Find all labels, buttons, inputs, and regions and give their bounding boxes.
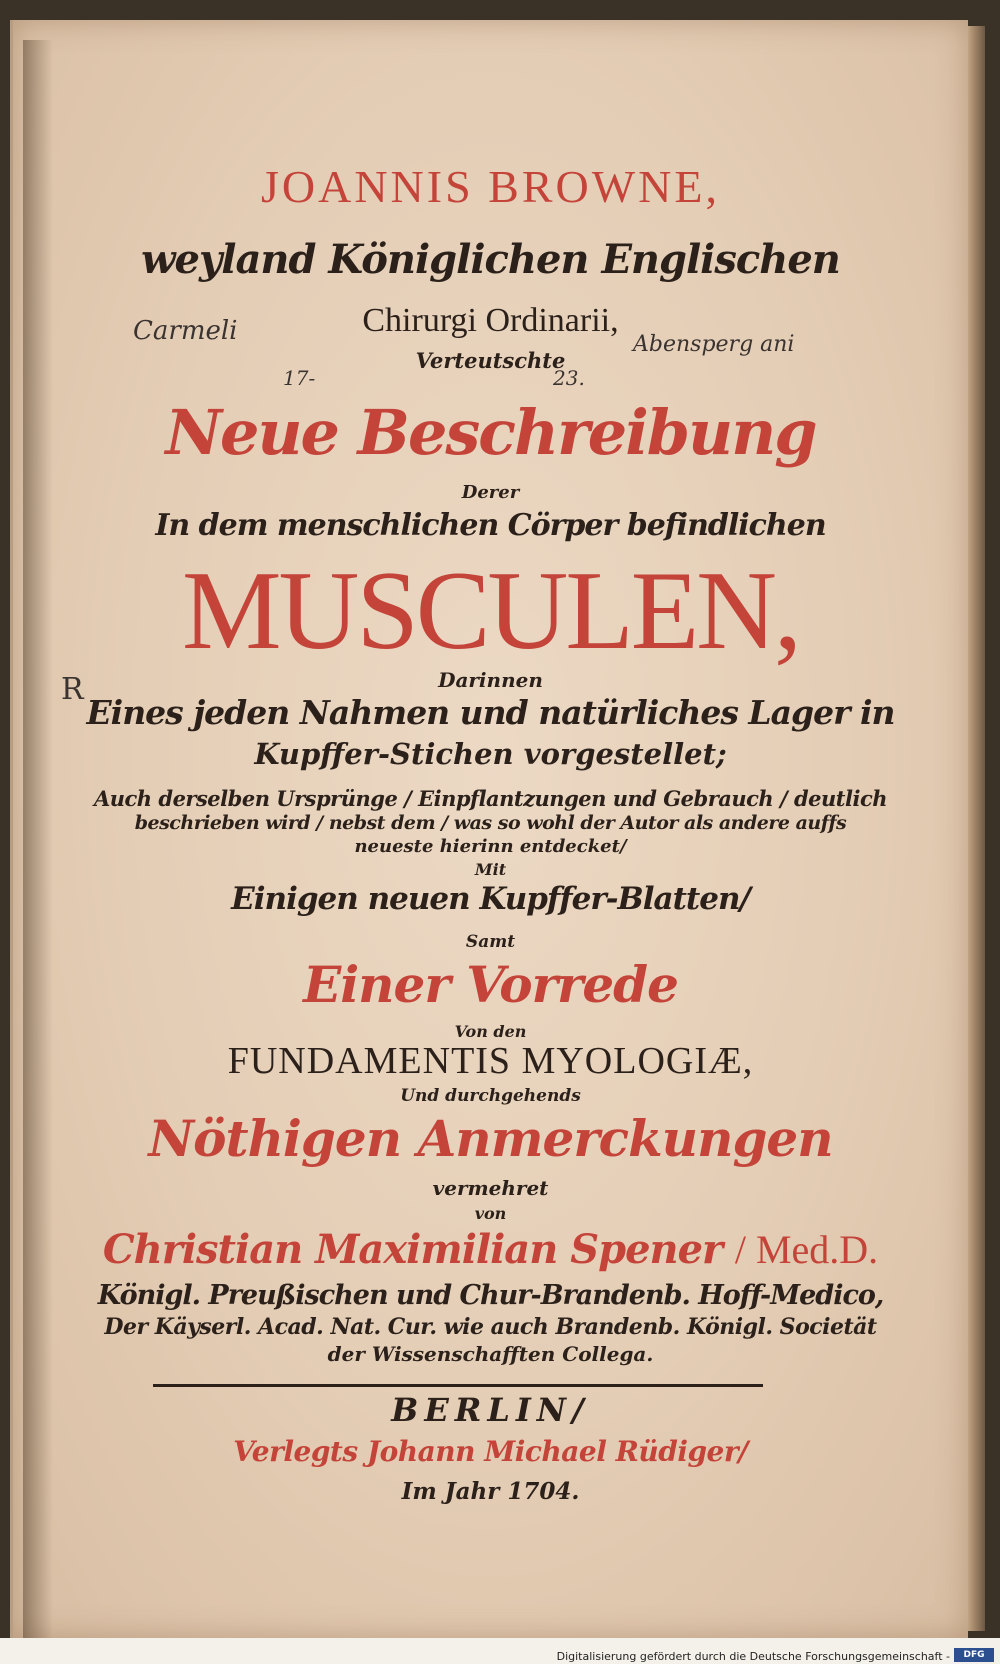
von-label: von bbox=[474, 1204, 507, 1223]
editor-line bbox=[13, 1226, 968, 1273]
derer-label: Derer bbox=[461, 482, 520, 503]
editor-degree: / Med.D. bbox=[734, 1227, 879, 1272]
body-line: In dem menschlichen Cörper befindlichen bbox=[155, 508, 826, 543]
handwritten-note-left: Carmeli bbox=[133, 316, 238, 346]
vorrede-title: Einer Vorrede bbox=[303, 955, 678, 1014]
main-title: Neue Beschreibung bbox=[165, 396, 816, 469]
handwritten-note-right: Abensperg ani bbox=[633, 332, 795, 357]
samt-label: Samt bbox=[465, 932, 516, 952]
anmerckungen-title: Nöthigen Anmerckungen bbox=[148, 1109, 833, 1168]
handwritten-date-left: 17- bbox=[283, 366, 316, 390]
dfg-logo-icon: DFG bbox=[954, 1648, 994, 1662]
author-office: Chirurgi Ordinarii, bbox=[362, 302, 619, 339]
translated-label: Verteutschte bbox=[415, 348, 566, 373]
editor-name: Christian Maximilian Spener bbox=[102, 1226, 723, 1273]
text-line-d: beschrieben wird / nebst dem / was so wohl der Autor als andere auffs bbox=[134, 812, 847, 834]
text-line-a: Eines jeden Nahmen und natürliches Lager in bbox=[86, 693, 895, 732]
mit-label: Mit bbox=[474, 860, 507, 879]
text-line-b: Kupffer-Stichen vorgestellet; bbox=[254, 737, 727, 771]
text-line-g: Königl. Preußischen und Chur-Brandenb. Hoff-Medico, bbox=[97, 1280, 884, 1311]
handwritten-date-right: 23. bbox=[553, 366, 585, 390]
darinnen-label: Darinnen bbox=[438, 668, 543, 692]
fundamentis-title: FUNDAMENTIS MYOLOGIÆ, bbox=[227, 1040, 754, 1082]
title-page bbox=[10, 20, 968, 1638]
publisher-line: Verlegts Johann Michael Rüdiger/ bbox=[233, 1435, 748, 1468]
text-line-f: Einigen neuen Kupffer-Blatten/ bbox=[231, 881, 750, 917]
vermehret-label: vermehret bbox=[432, 1176, 549, 1200]
page-edge bbox=[965, 26, 985, 1631]
year-line: Im Jahr 1704. bbox=[401, 1478, 580, 1505]
text-line-i: der Wissenschafften Collega. bbox=[327, 1342, 654, 1366]
horizontal-rule bbox=[153, 1384, 763, 1387]
handwritten-margin-mark: R bbox=[61, 672, 84, 707]
von-den-label: Von den bbox=[454, 1022, 527, 1041]
text-line-c: Auch derselben Ursprünge / Einpflantzungen und Gebrauch / deutlich bbox=[93, 786, 888, 811]
musculen-title: MUSCULEN, bbox=[181, 549, 800, 673]
digitization-credit: Digitalisierung gefördert durch die Deutsche Forschungsgemeinschaft - bbox=[556, 1650, 950, 1663]
author-title: weyland Königlichen Englischen bbox=[141, 236, 840, 283]
text-line-e: neueste hierinn entdecket/ bbox=[354, 836, 627, 857]
city-line: BERLIN/ bbox=[391, 1391, 590, 1429]
author-name: JOANNIS BROWNE, bbox=[261, 161, 720, 212]
text-line-h: Der Käyserl. Acad. Nat. Cur. wie auch Brandenb. Königl. Societät bbox=[104, 1314, 877, 1340]
und-label: Und durchgehends bbox=[400, 1086, 581, 1106]
